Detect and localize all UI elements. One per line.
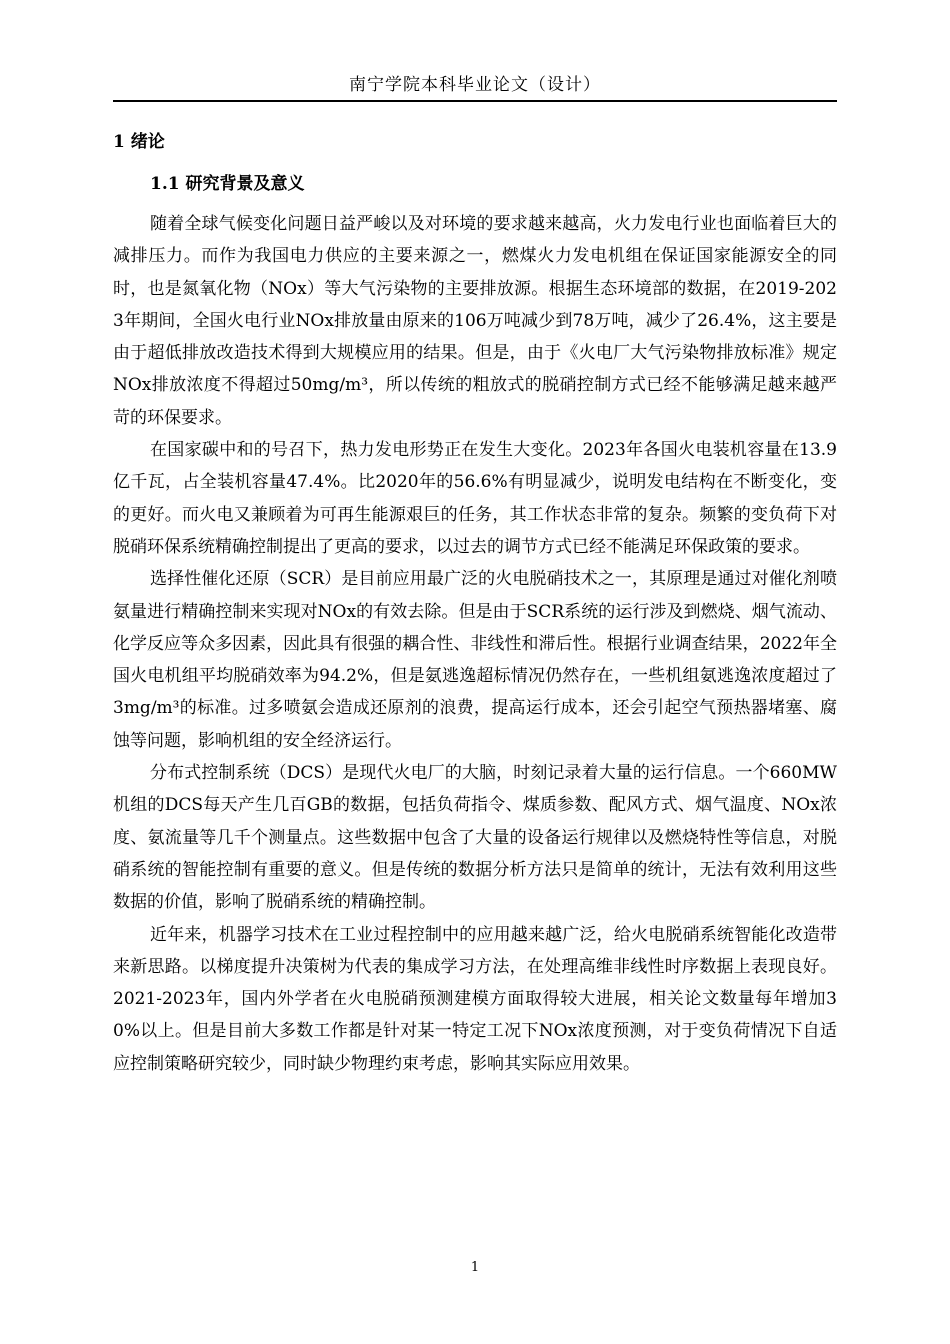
paragraph: 在国家碳中和的号召下，热力发电形势正在发生大变化。2023年各国火电装机容量在13.9亿千瓦，占全装机容量47.4%。比2020年的56.6%有明显减少，说明发电结构在不断变化，变的更好。而火电又兼顾着为可再生能源艰巨的任务，其工作状态非常的复杂。频繁的变负荷下对脱硝环保系统精确控制提出了更高的要求，以过去的调节方式已经不能满足环保政策的要求。 <box>113 440 837 557</box>
section-heading: 1.1 研究背景及意义 <box>150 174 305 194</box>
paragraph: 随着全球气候变化问题日益严峻以及对环境的要求越来越高，火力发电行业也面临着巨大的减排压力。而作为我国电力供应的主要来源之一，燃煤火力发电机组在保证国家能源安全的同时，也是氮氧化物（NOx）等大气污染物的主要排放源。根据生态环境部的数据，在2019-2023年期间，全国火电行业NOx排放量由原来的106万吨减少到78万吨，减少了26.4%，这主要是由于超低排放改造技术得到大规模应用的结果。但是，由于《火电厂大气污染物排放标准》规定NOx排放浓度不得超过50mg/m³，所以传统的粗放式的脱硝控制方式已经不能够满足越来越严苛的环保要求。 <box>113 214 837 428</box>
chapter-heading: 1 绪论 <box>113 132 165 152</box>
header-divider <box>113 100 837 102</box>
page-number: 1 <box>470 1260 480 1275</box>
body-text <box>113 208 837 1080</box>
paragraph: 近年来，机器学习技术在工业过程控制中的应用越来越广泛，给火电脱硝系统智能化改造带来新思路。以梯度提升决策树为代表的集成学习方法，在处理高维非线性时序数据上表现良好。2021-2023年，国内外学者在火电脱硝预测建模方面取得较大进展，相关论文数量每年增加30%以上。但是目前大多数工作都是针对某一特定工况下NOx浓度预测，对于变负荷情况下自适应控制策略研究较少，同时缺少物理约束考虑，影响其实际应用效果。 <box>113 924 837 1074</box>
paragraph: 分布式控制系统（DCS）是现代火电厂的大脑，时刻记录着大量的运行信息。一个660MW机组的DCS每天产生几百GB的数据，包括负荷指令、煤质参数、配风方式、烟气温度、NOx浓度、氨流量等几千个测量点。这些数据中包含了大量的设备运行规律以及燃烧特性等信息，对脱硝系统的智能控制有重要的意义。但是传统的数据分析方法只是简单的统计，无法有效利用这些数据的价值，影响了脱硝系统的精确控制。 <box>113 763 837 913</box>
paragraph: 选择性催化还原（SCR）是目前应用最广泛的火电脱硝技术之一，其原理是通过对催化剂喷氨量进行精确控制来实现对NOx的有效去除。但是由于SCR系统的运行涉及到燃烧、烟气流动、化学反应等众多因素，因此具有很强的耦合性、非线性和滞后性。根据行业调查结果，2022年全国火电机组平均脱硝效率为94.2%，但是氨逃逸超标情况仍然存在，一些机组氨逃逸浓度超过了3mg/m³的标准。过多喷氨会造成还原剂的浪费，提高运行成本，还会引起空气预热器堵塞、腐蚀等问题，影响机组的安全经济运行。 <box>113 569 837 751</box>
page-header-title: 南宁学院本科毕业论文（设计） <box>349 75 601 95</box>
